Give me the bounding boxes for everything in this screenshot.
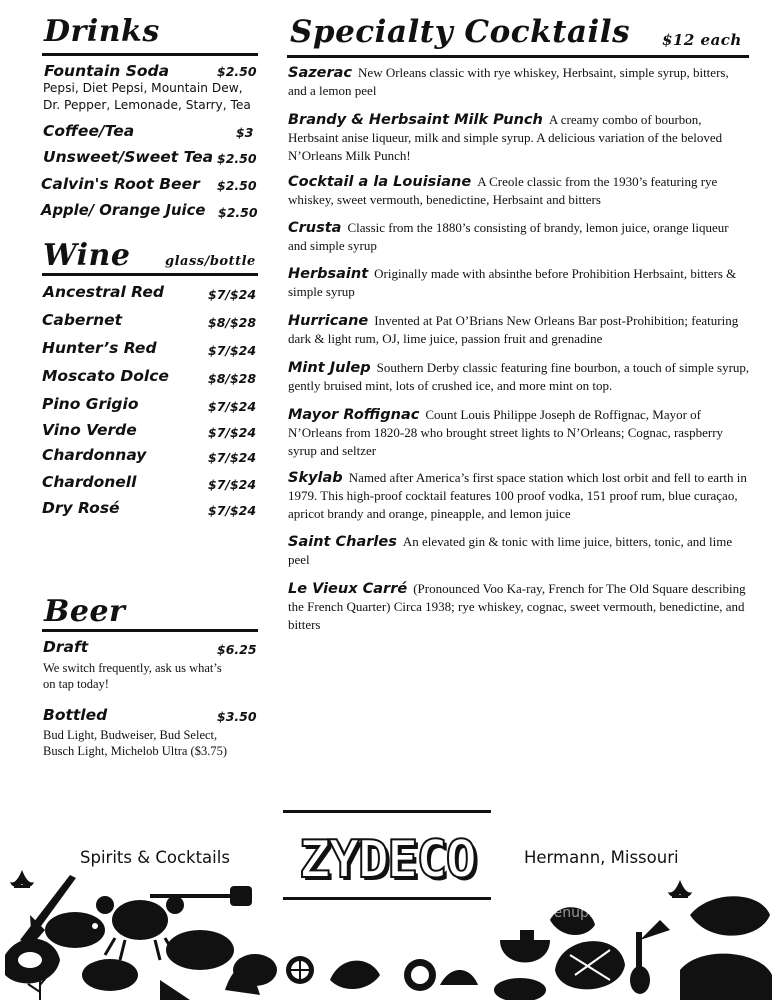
beer-description: Busch Light, Michelob Ultra ($3.75) (43, 744, 227, 758)
cocktails-price-note: $12 each (662, 31, 742, 49)
wine-subtitle: glass/bottle (165, 254, 256, 269)
wine-name: Cabernet (42, 311, 123, 329)
cocktail-item (288, 406, 750, 460)
cocktail-description: A creamy combo of bourbon, Herbsaint anise liqueur, milk and simple syrup. A delicious variation of the beloved N’Orleans Milk Punch! (288, 112, 723, 163)
cocktail-description: A Creole classic from the 1930’s featuring rye whiskey, sweet vermouth, benedictine, Herbsaint and bitters (288, 174, 718, 207)
wine-name: Hunter’s Red (42, 339, 157, 357)
wine-name: Pino Grigio (42, 395, 139, 413)
cocktail-name: Le Vieux Carré (288, 581, 408, 597)
beer-price: $6.25 (217, 642, 257, 657)
cocktail-name: Mint Julep (288, 360, 371, 376)
cocktail-description: Count Louis Philippe Joseph de Roffignac, Mayor of N’Orleans from 1820-28 who brought street lights to N’Orleans; Cognac, raspberry syrup and seltzer (288, 407, 724, 458)
wine-name: Vino Verde (42, 421, 137, 439)
drink-price: $2.50 (218, 205, 258, 220)
fork-icon (150, 886, 252, 906)
drink-price: $2.50 (217, 151, 257, 166)
lemon-slice-icon (286, 956, 314, 984)
wine-price: $7/$24 (208, 425, 257, 440)
beer-divider (42, 629, 258, 632)
wine-name: Moscato Dolce (42, 367, 169, 385)
beer-name: Draft (43, 638, 89, 656)
food-illustration-band (0, 860, 772, 1000)
beer-description: Bud Light, Budweiser, Bud Select, (43, 728, 218, 742)
cocktail-description: New Orleans classic with rye whiskey, Herbsaint, simple syrup, bitters, and a lemon peel (288, 65, 729, 98)
beer-description: on tap today! (43, 677, 109, 691)
drink-name: Unsweet/Sweet Tea (43, 148, 214, 166)
cocktail-name: Mayor Roffignac (288, 407, 420, 423)
cocktail-item (288, 533, 750, 569)
cocktail-item (288, 64, 750, 100)
oyster-icon (5, 939, 60, 984)
cocktail-item (288, 312, 750, 348)
wine-price: $7/$24 (208, 287, 257, 302)
wine-name: Ancestral Red (43, 283, 164, 301)
wine-price: $8/$28 (208, 315, 257, 330)
beer-description: We switch frequently, ask us what’s (43, 661, 222, 675)
cocktail-item (288, 469, 750, 523)
drink-price: $3 (236, 125, 254, 140)
beer-name: Bottled (43, 706, 108, 724)
wine-price: $7/$24 (208, 450, 257, 465)
drink-name: Calvin's Root Beer (41, 175, 200, 193)
wine-price: $7/$24 (208, 399, 257, 414)
cocktail-name: Sazerac (288, 65, 353, 81)
cocktail-description: Originally made with absinthe before Prohibition Herbsaint, bitters & simple syrup (288, 266, 737, 299)
cocktail-item (288, 111, 750, 165)
spoon-icon (630, 932, 650, 994)
bowl-icon (500, 930, 550, 963)
cocktail-name: Skylab (288, 470, 343, 486)
cocktail-name: Brandy & Herbsaint Milk Punch (288, 112, 543, 128)
cocktails-divider (287, 55, 749, 58)
wine-price: $7/$24 (208, 477, 257, 492)
drink-name: Apple/ Orange Juice (41, 202, 206, 219)
wine-price: $8/$28 (208, 371, 257, 386)
wine-heading: Wine (43, 238, 131, 273)
cocktails-heading: Specialty Cocktails (290, 14, 631, 50)
cocktail-description: An elevated gin & tonic with lime juice, bitters, tonic, and lime peel (288, 534, 733, 567)
wine-name: Chardonnay (42, 446, 147, 464)
fleur-de-lis-icon (668, 880, 692, 898)
cocktail-item (288, 359, 750, 395)
fleur-de-lis-icon (10, 870, 34, 888)
cocktail-name: Crusta (288, 220, 342, 236)
wine-price: $7/$24 (208, 503, 257, 518)
logo-top-rule (283, 810, 491, 813)
cocktail-name: Cocktail a la Louisiane (288, 174, 472, 190)
drinks-heading: Drinks (44, 14, 160, 49)
wine-price: $7/$24 (208, 343, 257, 358)
beer-heading: Beer (44, 594, 126, 629)
drink-name: Fountain Soda (44, 62, 170, 80)
logo-wordmark: ZYDECO (299, 830, 475, 890)
drink-price: $2.50 (217, 178, 257, 193)
tagline: Spirits & Cocktails (80, 848, 230, 867)
beer-price: $3.50 (217, 709, 257, 724)
cocktail-description: (Pronounced Voo Ka-ray, French for The Old Square describing the French Quarter) Circa 1938; rye whiskey, cognac, sweet vermouth, benedictine, and bitters (288, 581, 746, 632)
steak-icon (555, 941, 625, 989)
cocktail-description: Southern Derby classic featuring fine bourbon, a touch of simple syrup, gently bruised mint, lots of crushed ice, and more mint on top. (288, 360, 750, 393)
cocktail-description: Classic from the 1880’s consisting of brandy, lemon juice, orange liqueur and simple syrup (288, 220, 729, 253)
wine-name: Chardonell (42, 473, 137, 491)
cocktail-name: Saint Charles (288, 534, 397, 550)
cocktail-name: Herbsaint (288, 266, 369, 282)
soda-description: Pepsi, Diet Pepsi, Mountain Dew, (43, 81, 243, 95)
crawfish-icon (640, 896, 770, 940)
location: Hermann, Missouri (524, 848, 679, 867)
cocktail-item (288, 580, 750, 634)
cocktail-item (288, 219, 750, 255)
cocktail-description: Invented at Pat O’Brians New Orleans Bar post-Prohibition; featuring dark & light rum, OJ, lime juice, passion fruit and grenadine (288, 313, 739, 346)
cocktail-item (288, 265, 750, 301)
shrimp-icon (330, 959, 478, 991)
cocktail-description: Named after America’s first space station which lost orbit and fell to earth in 1979. This high-proof cocktail features 100 proof vodka, 151 proof rum, blue curaçao, apricot brandy and orange, pineapple, and lemon juice (288, 470, 747, 521)
wine-name: Dry Rosé (42, 499, 120, 517)
wine-divider (42, 273, 258, 276)
soda-description: Dr. Pepper, Lemonade, Starry, Tea (43, 98, 251, 112)
cocktail-item (288, 173, 750, 209)
drink-price: $2.50 (217, 64, 257, 79)
watermark: menupix (540, 905, 602, 921)
drink-name: Coffee/Tea (43, 122, 135, 140)
mussel-icon (82, 930, 277, 1000)
drinks-divider (42, 53, 258, 56)
cocktail-name: Hurricane (288, 313, 369, 329)
